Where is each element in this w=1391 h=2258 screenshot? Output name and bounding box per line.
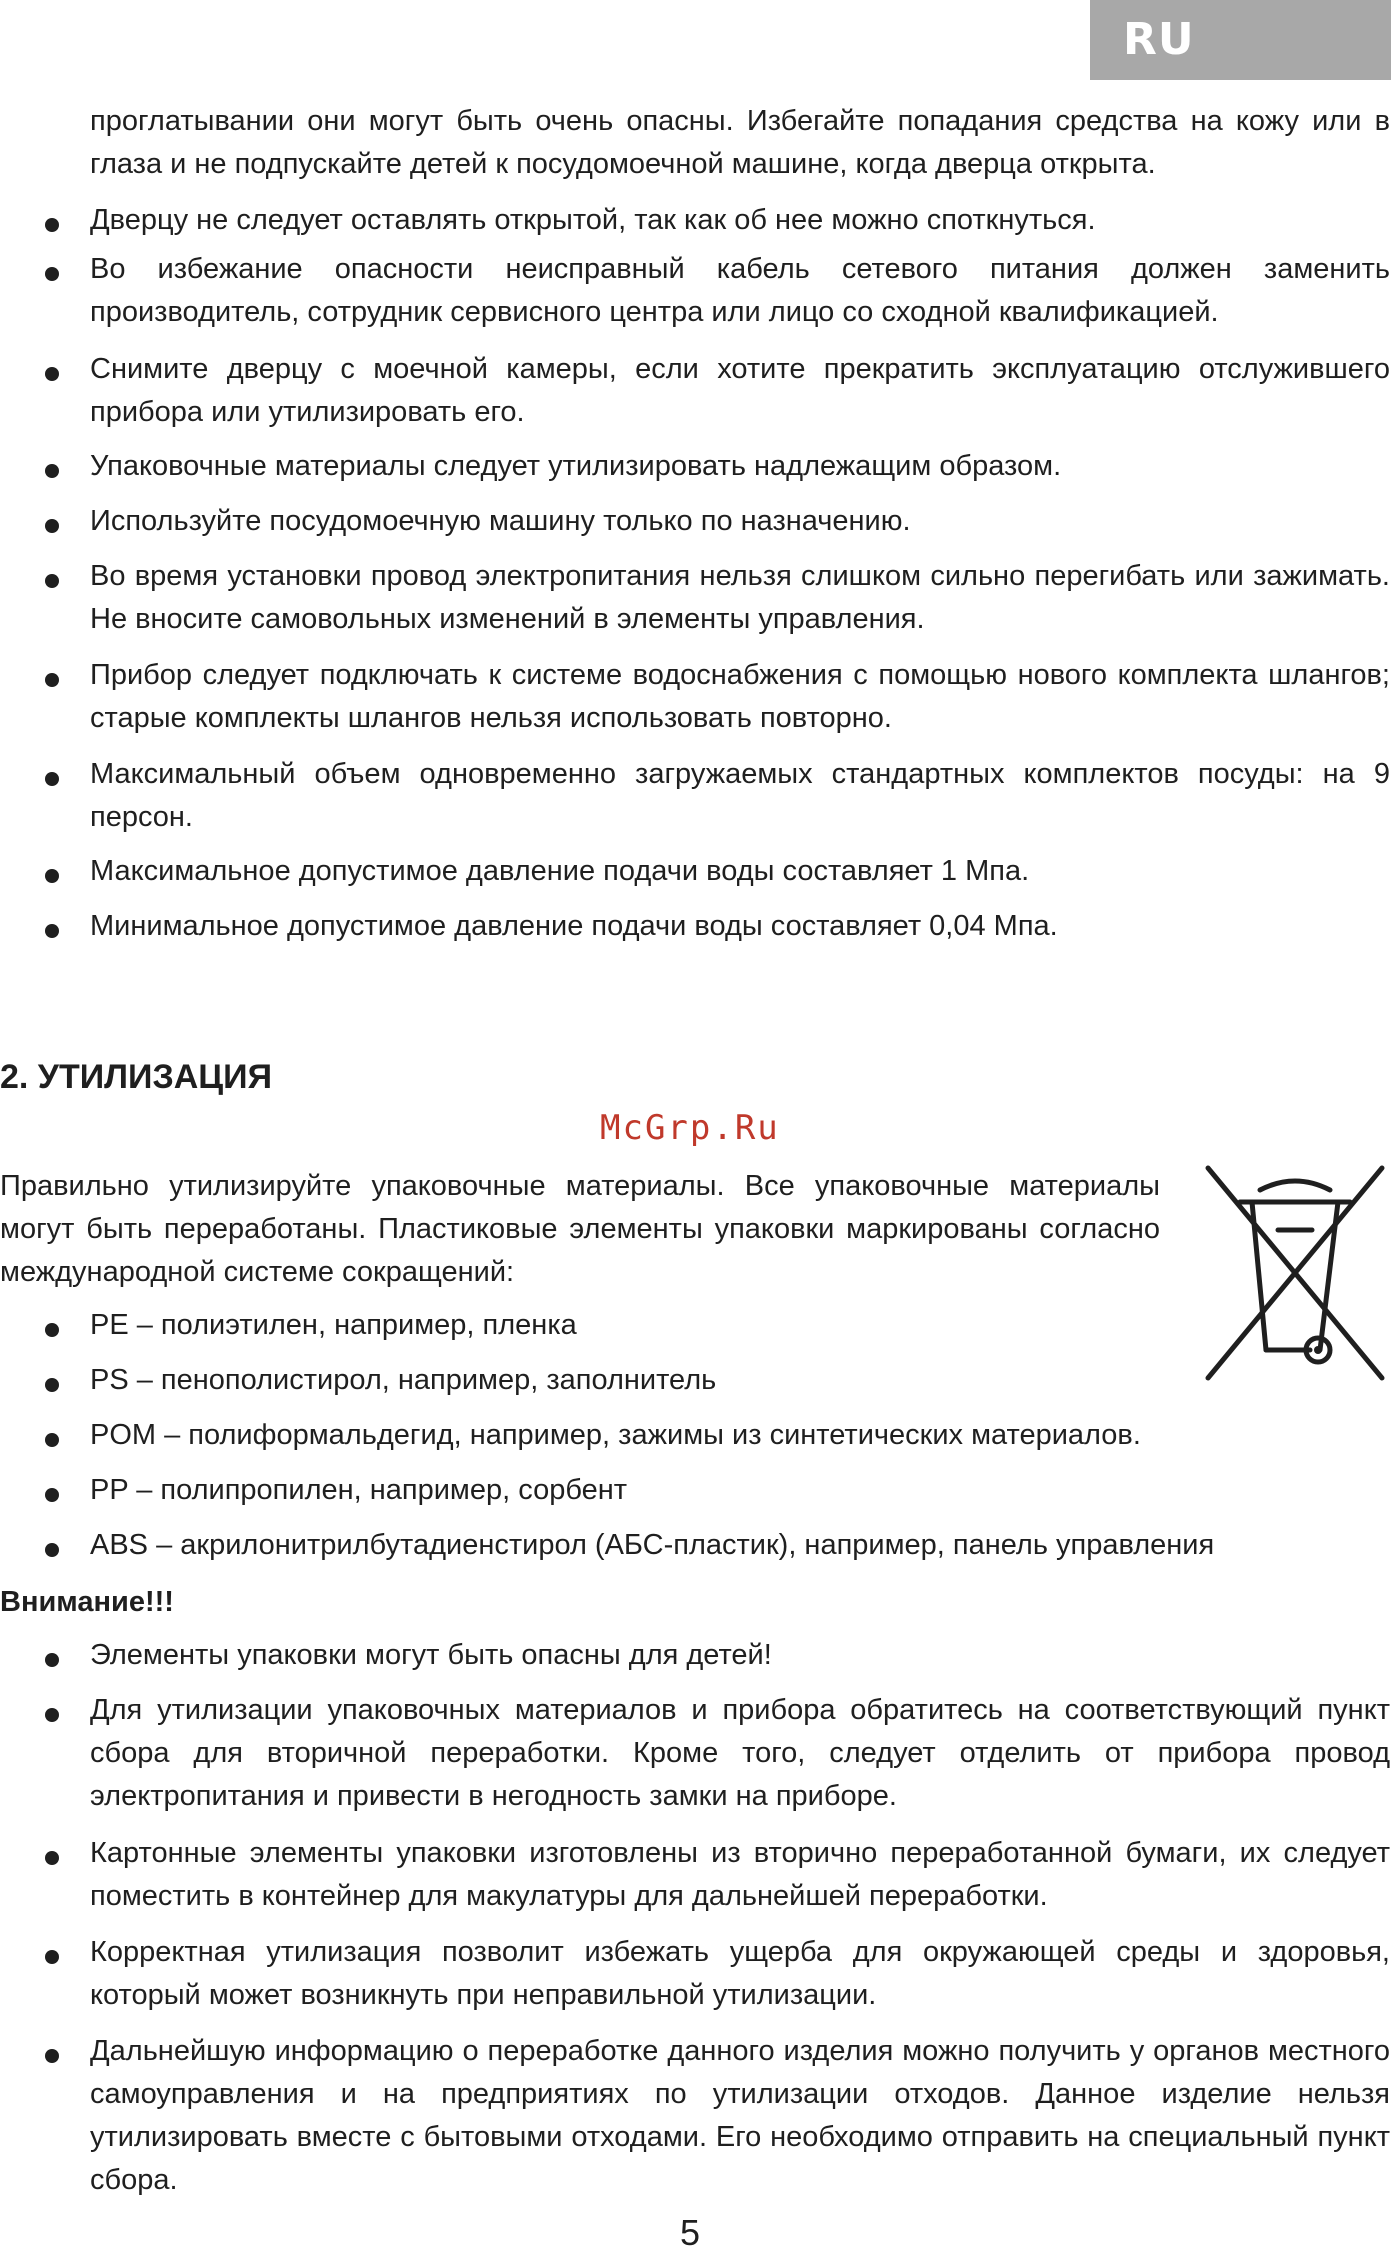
crossed-bin-icon	[1200, 1160, 1390, 1386]
list-item: Максимальный объем одновременно загружаемых стандартных комплектов посуды: на 9 персон.	[90, 758, 1390, 833]
intro-paragraph: проглатывании они могут быть очень опасны. Избегайте попадания средства на кожу или в глаза и не подпускайте детей к посудомоечной машине, когда дверца открыта.	[90, 105, 1390, 180]
bullet-icon	[45, 267, 59, 281]
bullet-icon	[45, 1851, 59, 1865]
list-item: Картонные элементы упаковки изготовлены из вторично переработанной бумаги, их следует поместить в контейнер для макулатуры для дальнейшей переработки.	[90, 1837, 1390, 1912]
bullet-icon	[45, 464, 59, 478]
list-item: PS – пенополистирол, например, заполнитель	[90, 1364, 717, 1396]
list-item: Корректная утилизация позволит избежать ущерба для окружающей среды и здоровья, который может возникнуть при неправильной утилизации.	[90, 1936, 1390, 2011]
list-item: Дальнейшую информацию о переработке данного изделия можно получить у органов местного самоуправления и на предприятиях по утилизации отходов. Данное изделие нельзя утилизировать вместе с бытовыми отходами. Его необходимо отправить на специальный пункт сбора.	[90, 2035, 1390, 2196]
language-badge: RU	[1090, 0, 1391, 80]
list-item: Дверцу не следует оставлять открытой, так как об нее можно споткнуться.	[90, 204, 1096, 236]
recycling-intro: Правильно утилизируйте упаковочные материалы. Все упаковочные материалы могут быть переработаны. Пластиковые элементы упаковки маркированы согласно международной системе сокращений:	[0, 1170, 1160, 1288]
list-item: Прибор следует подключать к системе водоснабжения с помощью нового комплекта шлангов; старые комплекты шлангов нельзя использовать повторно.	[90, 659, 1390, 734]
attention-label: Внимание!!!	[0, 1586, 174, 1618]
list-item: Элементы упаковки могут быть опасны для детей!	[90, 1639, 772, 1671]
bullet-icon	[45, 1488, 59, 1502]
bullet-icon	[45, 924, 59, 938]
list-item: Для утилизации упаковочных материалов и прибора обратитесь на соответствующий пункт сбора для вторичной переработки. Кроме того, следует отделить от прибора провод электропитания и привести в негодность замки на приборе.	[90, 1694, 1390, 1812]
list-item: PP – полипропилен, например, сорбент	[90, 1474, 628, 1506]
list-item: Максимальное допустимое давление подачи воды составляет 1 Мпа.	[90, 855, 1030, 887]
bullet-icon	[45, 218, 59, 232]
page-number: 5	[680, 2212, 701, 2253]
bullet-icon	[45, 1433, 59, 1447]
bullet-icon	[45, 673, 59, 687]
list-item: PE – полиэтилен, например, пленка	[90, 1309, 577, 1341]
bullet-icon	[45, 1653, 59, 1667]
bullet-icon	[45, 1950, 59, 1964]
list-item: Снимите дверцу с моечной камеры, если хотите прекратить эксплуатацию отслужившего прибора или утилизировать его.	[90, 353, 1390, 428]
watermark: McGrp.Ru	[600, 1108, 780, 1148]
list-item: Упаковочные материалы следует утилизировать надлежащим образом.	[90, 450, 1062, 482]
bullet-icon	[45, 1378, 59, 1392]
list-item: Во избежание опасности неисправный кабель сетевого питания должен заменить производитель, сотрудник сервисного центра или лицо со сходной квалификацией.	[90, 253, 1390, 328]
bullet-icon	[45, 1323, 59, 1337]
bullet-icon	[45, 869, 59, 883]
list-item: Используйте посудомоечную машину только по назначению.	[90, 505, 911, 537]
bullet-icon	[45, 367, 59, 381]
bullet-icon	[45, 2049, 59, 2063]
bullet-icon	[45, 1543, 59, 1557]
list-item: Минимальное допустимое давление подачи воды составляет 0,04 Мпа.	[90, 910, 1058, 942]
bullet-icon	[45, 519, 59, 533]
list-item: POM – полиформальдегид, например, зажимы из синтетических материалов.	[90, 1419, 1141, 1451]
list-item: ABS – акрилонитрилбутадиенстирол (АБС-пластик), например, панель управления	[90, 1529, 1215, 1561]
section-title: 2. УТИЛИЗАЦИЯ	[0, 1058, 273, 1096]
bullet-icon	[45, 772, 59, 786]
bullet-icon	[45, 1708, 59, 1722]
list-item: Во время установки провод электропитания нельзя слишком сильно перегибать или зажимать. Не вносите самовольных изменений в элементы управления.	[90, 560, 1390, 635]
bullet-icon	[45, 574, 59, 588]
